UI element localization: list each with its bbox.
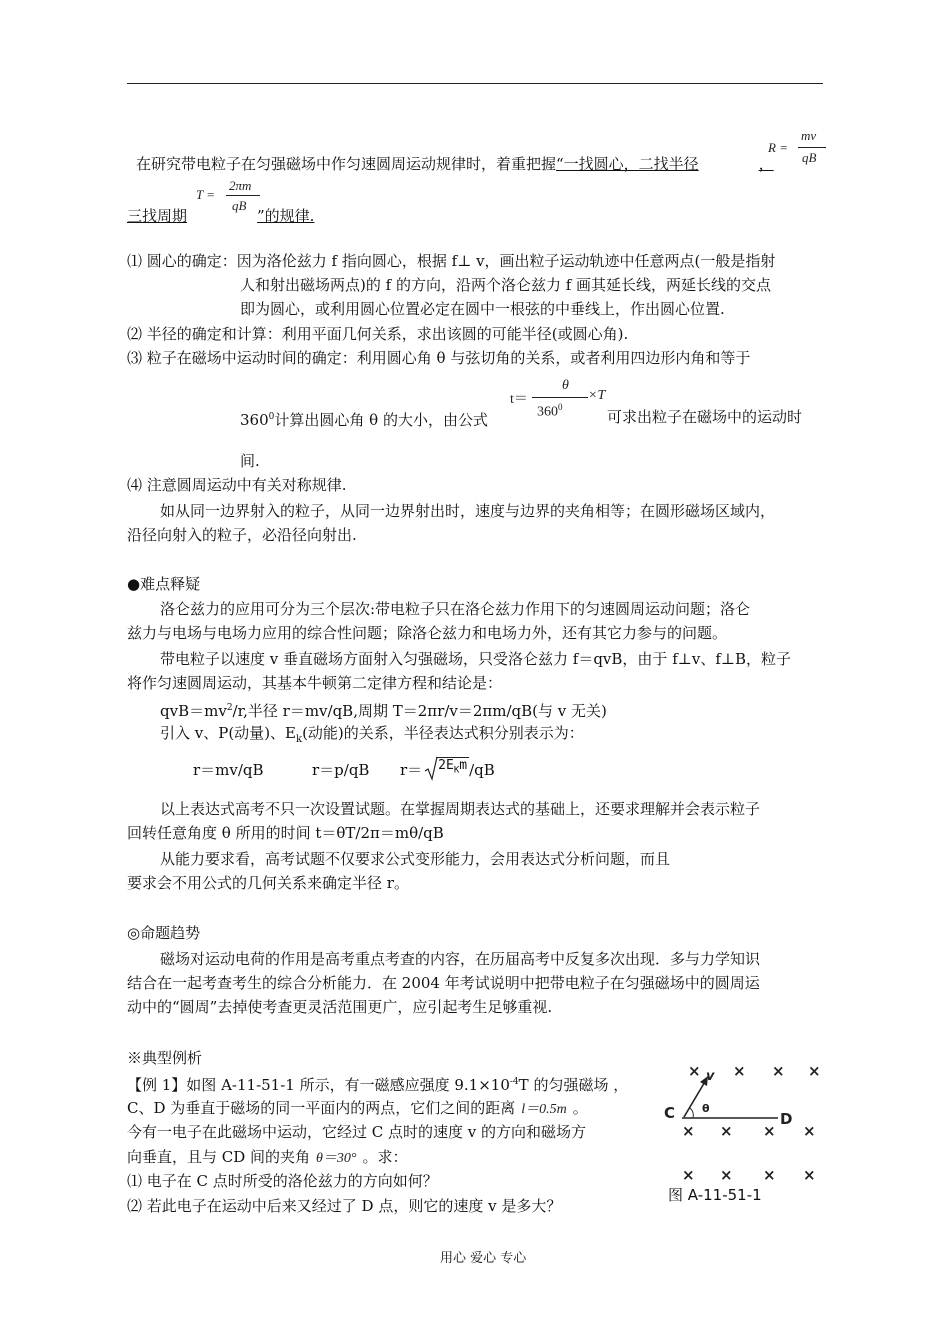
angle-arc <box>690 1108 693 1118</box>
difficulty-eq1 <box>160 697 607 722</box>
field-cross-mark: × <box>772 1062 785 1080</box>
point-4-body-2: 沿径向射入的粒子，必沿径向射出. <box>127 526 357 544</box>
point-1-line-2: 人和射出磁场两点)的 f 的方向，沿两个洛仑兹力 f 画其延长线，两延长线的交点 <box>240 276 772 294</box>
example-l1-sup: -4 <box>509 1077 519 1087</box>
eq1-b: /r,半径 r＝mv/qB,周期 T＝2πr/v＝2πm/qB(与 v 无关) <box>232 702 607 720</box>
formula-period-den: qB <box>232 198 247 213</box>
point-4-body-1: 如从同一边界射入的粒子，从同一边界射出时，速度与边界的夹角相等；在圆形磁场区域内， <box>160 502 776 520</box>
example-l2-b: 。 <box>572 1099 588 1117</box>
example-line-4 <box>127 1146 408 1170</box>
r3-rad: 2E <box>438 758 454 773</box>
example-l4-a: 向垂直，且与 CD 间的夹角 <box>127 1148 311 1166</box>
point-3-line-1: 利用圆心角 θ 与弦切角的关系，或者利用四边形内角和等于 <box>356 349 751 367</box>
point-2-line-1: 利用平面几何关系，求出该圆的可能半径(或圆心角). <box>281 325 629 343</box>
point-3-label: ⑶ 粒子在磁场中运动时间的确定： <box>127 349 357 367</box>
point-3-post: 可求出粒子在磁场中的运动时 <box>607 408 803 426</box>
field-cross-mark: × <box>803 1166 816 1182</box>
sqrt-expression <box>424 758 469 788</box>
intro-line-1 <box>136 153 774 175</box>
example-heading: ※典型例析 <box>127 1049 203 1067</box>
example-l4-b: 。求： <box>362 1148 408 1166</box>
label-c: C <box>664 1104 676 1122</box>
formula-radius-num: mv <box>801 128 817 143</box>
eq2-b: (动能)的关系，半径表达式积分别表示为： <box>302 724 584 742</box>
eq1-sup: 2 <box>226 703 233 713</box>
example-l2-a: C、D 为垂直于磁场的同一平面内的两点，它们之间的距离 <box>127 1099 516 1117</box>
r3-rad-sub: K <box>453 765 460 776</box>
difficulty-p1-line-2: 兹力与电场与电场力应用的综合性问题；除洛仑兹力和电场力外，还有其它力参与的问题。 <box>127 624 728 642</box>
field-cross-mark: × <box>688 1062 701 1080</box>
field-cross-mark: × <box>682 1122 695 1140</box>
formula-time-den: 360 <box>537 404 558 420</box>
angle-formula: θ＝30° <box>316 1151 357 1166</box>
label-d: D <box>780 1110 793 1128</box>
formula-radius <box>768 128 828 174</box>
intro-underlined: “一找圆心，二找半径 <box>556 155 699 173</box>
difficulty-p3-line-2: 回转任意角度 θ 所用的时间 t＝θT/2π＝mθ/qB <box>127 824 444 842</box>
point-2 <box>127 323 628 345</box>
difficulty-p2-line-2: 将作匀速圆周运动，其基本牛顿第二定律方程和结论是： <box>127 674 503 692</box>
trend-line-2: 结合在一起考查考生的综合分析能力．在 2004 年考试说明中把带电粒子在匀强磁场中的圆周运 <box>127 974 760 992</box>
point-3-mid: 计算出圆心角 θ 的大小，由公式 <box>274 411 488 429</box>
intro-underlined-2b: ”的规律. <box>257 207 315 225</box>
page-footer: 用心 爱心 专心 <box>440 1251 527 1266</box>
formula-radius-lhs: R = <box>768 140 788 155</box>
formula-radius-den: qB <box>802 150 817 165</box>
label-v: v <box>706 1069 715 1084</box>
point-2-label: ⑵ 半径的确定和计算： <box>127 325 282 343</box>
point-3 <box>127 347 750 369</box>
intro-comma: ， <box>758 155 774 173</box>
radius-expr-1: r＝mv/qB <box>193 761 264 779</box>
field-cross-mark: × <box>763 1166 776 1182</box>
example-l1-b: T 的匀强磁场 ， <box>518 1076 629 1094</box>
formula-time-lhs: t＝ <box>510 392 528 407</box>
distance-formula: l＝0.5m <box>521 1102 567 1117</box>
point-4: ⑷ 注意圆周运动中有关对称规律. <box>127 476 347 494</box>
field-cross-mark: × <box>733 1062 746 1080</box>
formula-time-num: θ <box>562 378 569 393</box>
difficulty-p1-line-1: 洛仑兹力的应用可分为三个层次:带电粒子只在洛仑兹力作用下的匀速圆周运动问题；洛仑 <box>160 600 751 618</box>
field-cross-mark: × <box>808 1062 821 1080</box>
radius-expr-3 <box>400 759 495 788</box>
r3-b: /qB <box>469 761 495 779</box>
label-theta: θ <box>702 1102 710 1115</box>
formula-time-den-sup: 0 <box>558 402 563 412</box>
trend-heading: ◎命题趋势 <box>127 924 201 942</box>
field-cross-mark: × <box>763 1122 776 1140</box>
eq2-sub: k <box>296 734 303 745</box>
question-2: ⑵ 若此电子在运动中后来又经过了 D 点，则它的速度 v 是多大？ <box>127 1197 562 1215</box>
header-rule <box>127 83 823 84</box>
question-1: ⑴ 电子在 C 点时所受的洛伦兹力的方向如何？ <box>127 1172 438 1190</box>
point-3-360-sup: 0 <box>268 412 275 422</box>
formula-time-rhs: ×T <box>588 388 606 403</box>
example-line-2 <box>127 1097 588 1121</box>
difficulty-p4-line-2: 要求会不用公式的几何关系来确定半径 r。 <box>127 874 409 892</box>
formula-time <box>510 378 610 428</box>
r3-a: r＝ <box>400 761 423 779</box>
intro-underlined-2a: 三找周期 <box>127 207 188 225</box>
point-1 <box>127 250 775 272</box>
point-1-label: ⑴ 圆心的确定： <box>127 252 237 270</box>
figure-caption: 图 A-11-51-1 <box>668 1186 762 1204</box>
point-1-line-1: 因为洛伦兹力 f 指向圆心，根据 f⊥ v，画出粒子运动轨迹中任意两点(一般是指射 <box>236 252 776 270</box>
example-line-1 <box>127 1071 628 1096</box>
point-3-line-2 <box>240 406 488 431</box>
formula-period <box>196 178 266 224</box>
formula-period-num: 2πm <box>229 178 252 193</box>
point-3-360: 360 <box>240 411 269 429</box>
field-cross-mark: × <box>682 1166 695 1182</box>
example-line-3: 今有一电子在此磁场中运动，它经过 C 点时的速度 v 的方向和磁场方 <box>127 1123 587 1141</box>
field-cross-mark: × <box>720 1166 733 1182</box>
example-l1-a: 【例 1】如图 A-11-51-1 所示，有一磁感应强度 9.1×10 <box>127 1076 510 1094</box>
radius-expr-2: r＝p/qB <box>312 761 370 779</box>
eq2-a: 引入 v、P(动量)、E <box>160 724 296 742</box>
field-cross-mark: × <box>720 1122 733 1140</box>
formula-period-lhs: T = <box>196 187 216 202</box>
difficulty-heading: ●难点释疑 <box>127 575 201 593</box>
point-3-last: 间. <box>240 452 260 470</box>
difficulty-eq2 <box>160 722 584 751</box>
difficulty-p2-line-1: 带电粒子以速度 v 垂直磁场方面射入匀强磁场，只受洛仑兹力 f＝qvB，由于 f⊥v、f⊥B，粒子 <box>160 650 792 668</box>
point-1-line-3: 即为圆心，或利用圆心位置必定在圆中一根弦的中垂线上，作出圆心位置. <box>240 300 725 318</box>
field-cross-mark: × <box>803 1122 816 1140</box>
difficulty-p4-line-1: 从能力要求看，高考试题不仅要求公式变形能力，会用表达式分析问题，而且 <box>160 850 671 868</box>
r3-rad-tail: m <box>459 758 468 773</box>
trend-line-1: 磁场对运动电荷的作用是高考重点考查的内容，在历届高考中反复多次出现．多与力学知识 <box>160 950 761 968</box>
intro-text: 在研究带电粒子在匀强磁场中作匀速圆周运动规律时，着重把握 <box>136 155 557 173</box>
trend-line-3: 动中的“圆周”去掉使考查更灵活范围更广，应引起考生足够重视. <box>127 998 553 1016</box>
magnetic-field-figure <box>660 1062 830 1182</box>
difficulty-p3-line-1: 以上表达式高考不只一次设置试题。在掌握周期表达式的基础上，还要求理解并会表示粒子 <box>160 800 761 818</box>
eq1-a: qvB＝mv <box>160 702 227 720</box>
